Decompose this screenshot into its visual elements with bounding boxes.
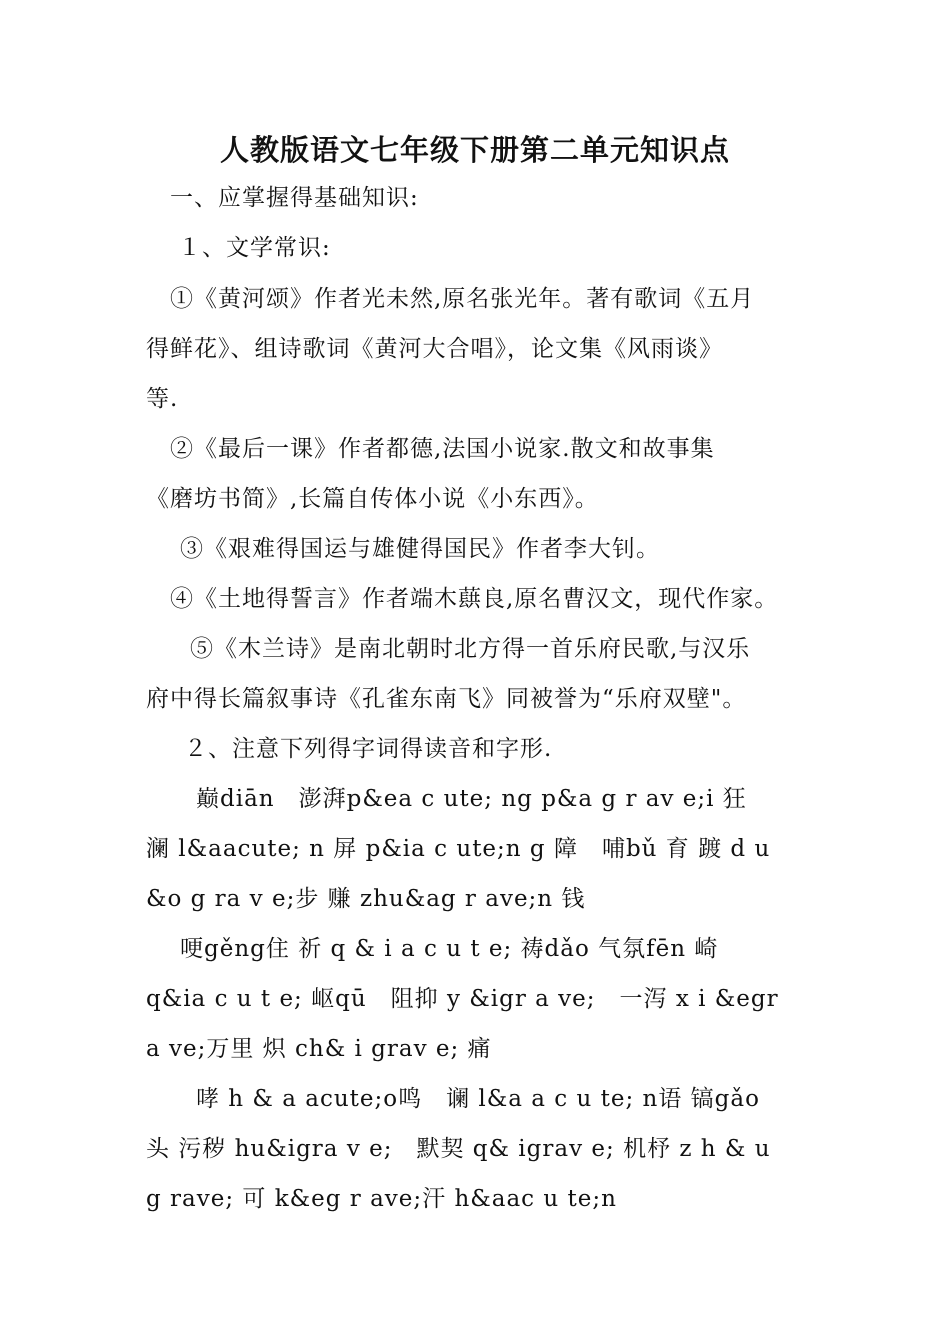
paragraph-line: ⑤《木兰诗》是南北朝时北方得一首乐府民歌,与汉乐 xyxy=(190,636,751,662)
paragraph-line: 得鲜花》、组诗歌词《黄河大合唱》，论文集《风雨谈》 xyxy=(146,336,723,362)
vocab-line: 哽gěng住 祈 q & i a c u t e; 祷dǎo 气氛fēn 崎 xyxy=(180,936,719,962)
paragraph-line: ④《土地得誓言》作者端木蕻良,原名曹汉文，现代作家。 xyxy=(170,586,779,612)
paragraph-line: 府中得长篇叙事诗《孔雀东南飞》同被誉为“乐府双壁"。 xyxy=(146,686,747,712)
vocab-line: g rave; 可 k&eg r ave;汗 h&aac u te;n xyxy=(146,1186,617,1212)
paragraph-line: ②《最后一课》作者都德,法国小说家.散文和故事集 xyxy=(170,436,715,462)
subsection-heading-pronunciation: ２、注意下列得字词得读音和字形. xyxy=(184,736,553,762)
vocab-line: a ve;万里 炽 ch& i grav e; 痛 xyxy=(146,1036,492,1062)
vocab-line: 哮 h & a acute;o鸣 谰 l&a a c u te; n语 镐gǎo xyxy=(196,1086,760,1112)
document-title: 人教版语文七年级下册第二单元知识点 xyxy=(219,133,730,167)
vocab-line: 澜 l&aacute; n 屏 p&ia c ute;n g 障 哺bǔ 育 踱 d u xyxy=(146,836,771,862)
paragraph-line: ①《黄河颂》作者光未然,原名张光年。著有歌词《五月 xyxy=(170,286,755,312)
vocab-line: 巅diān 澎湃p&ea c ute; ng p&a g r av e;i 狂 xyxy=(196,786,747,812)
paragraph-line: 《磨坊书简》,长篇自传体小说《小东西》。 xyxy=(146,486,599,512)
vocab-line: &o g ra v e;步 赚 zhu&ag r ave;n 钱 xyxy=(146,886,586,912)
paragraph-line: ③《艰难得国运与雄健得国民》作者李大钊。 xyxy=(180,536,660,562)
section-heading-basic-knowledge: 一、应掌握得基础知识: xyxy=(170,185,419,211)
paragraph-line: 等. xyxy=(146,386,179,412)
vocab-line: q&ia c u t e; 岖qū 阻抑 y &igr a ve; 一泻 x i &egr xyxy=(146,986,779,1012)
vocab-line: 头 污秽 hu&igra v e; 默契 q& igrav e; 机杼 z h & u xyxy=(146,1136,771,1162)
subsection-heading-literature: １、文学常识: xyxy=(178,235,331,261)
